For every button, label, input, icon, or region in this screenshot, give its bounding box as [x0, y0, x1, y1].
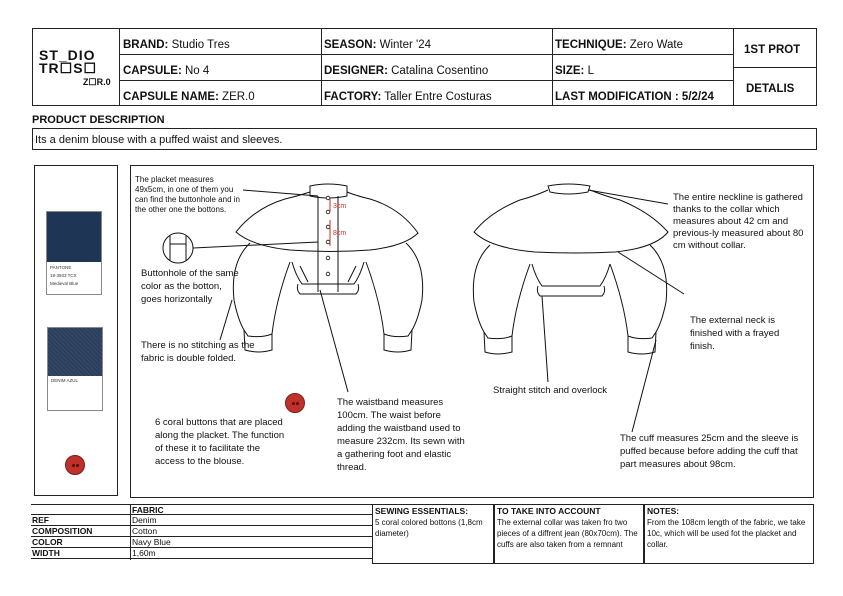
coral-button-icon — [285, 393, 305, 413]
pantone-code: 19-3933 TCX — [50, 273, 77, 278]
logo-line-2: TR☐S☐ — [39, 60, 98, 76]
back-right-sleeve — [610, 245, 667, 339]
prototype-label: 1ST PROT — [744, 44, 801, 56]
buttonhole-detail-circle — [163, 233, 193, 263]
fabric-row-composition: COMPOSITION Cotton — [31, 526, 372, 537]
pantone-brand: PANTONE — [50, 265, 72, 270]
back-waistband — [537, 286, 604, 296]
size-field: SIZE: L — [555, 65, 594, 77]
neckline-note: The entire neckline is gathered thanks to the collar which measures about 42 cm and previous-ly measured about 80 cm without collar. — [673, 192, 804, 251]
technique-field: TECHNIQUE: Zero Wate — [555, 39, 684, 51]
front-right-sleeve — [366, 243, 423, 337]
sewing-essentials-box — [372, 504, 494, 564]
take-into-account-box — [494, 504, 644, 564]
back-collar — [474, 190, 668, 253]
measurement-8cm: 8cm — [333, 230, 347, 237]
sewing-essentials-title: SEWING ESSENTIALS: — [375, 506, 469, 516]
fabric-table-header: FABRIC — [31, 504, 372, 515]
take-into-account-text: The external collar was taken fro two pieces of a diffrent jean (80x70cm). The cuffs are also taken from a remnant — [497, 518, 638, 549]
notes-box — [644, 504, 814, 564]
capsule-field: CAPSULE: No 4 — [123, 65, 210, 77]
pantone-name: Medieval Blue — [50, 281, 79, 286]
coral-buttons-note: 6 coral buttons that are placed along the placket. The function of these it to facilitate the access to the blouse. — [155, 417, 285, 467]
designer-field: DESIGNER: Catalina Cosentino — [324, 65, 489, 77]
straight-stitch-note: Straight stitch and overlock — [493, 385, 608, 396]
back-neck-band — [548, 184, 590, 194]
placket-note: The placket measures 49x5cm, in one of them you can find the buttonhole and in the other one the bottons. — [135, 175, 240, 214]
front-left-sleeve — [233, 243, 290, 337]
front-waistband — [297, 284, 358, 294]
notes-title: NOTES: — [647, 506, 680, 516]
capsule-name-field: CAPSULE NAME: ZER.0 — [123, 91, 255, 103]
divider — [130, 504, 131, 560]
back-right-cuff — [628, 332, 656, 354]
waistband-note: The waistband measures 100cm. The waist before adding the waistband used to measure 232cm. Its sewn with a gathering foot and elastic thread. — [337, 397, 465, 473]
back-left-sleeve — [473, 245, 530, 339]
back-left-cuff — [484, 332, 512, 354]
cuff-note: The cuff measures 25cm and the sleeve is puffed because before adding the cuff that part measures about 98cm. — [620, 433, 799, 470]
measurement-3cm: 3cm — [333, 203, 347, 210]
fabric-row-width: WIDTH 1,60m — [31, 548, 372, 559]
season-field: SEASON: Winter '24 — [324, 39, 432, 51]
brand-field: BRAND: Studio Tres — [123, 39, 230, 51]
sewing-essentials-text: 5 coral colored bottons (1,8cm diameter) — [375, 518, 483, 538]
product-description-title: PRODUCT DESCRIPTION — [32, 114, 165, 126]
logo-line-1: ST_DIO — [39, 47, 96, 63]
front-right-cuff — [384, 330, 412, 352]
product-description-text: Its a denim blouse with a puffed waist and sleeves. — [32, 128, 817, 150]
factory-field: FACTORY: Taller Entre Costuras — [324, 91, 492, 103]
details-label: DETALIS — [746, 83, 795, 95]
back-body — [532, 264, 610, 286]
external-neck-note: The external neck is finished with a frayed finish. — [690, 315, 780, 352]
fabric-row-ref: REF Denim — [31, 515, 372, 526]
denim-label: DENIM AZUL — [51, 378, 79, 383]
fabric-table — [31, 504, 372, 564]
no-stitching-note: There is no stitching as the fabric is double folded. — [141, 340, 255, 364]
buttonhole-note: Buttonhole of the same color as the botton, goes horizontally — [141, 268, 239, 305]
fabric-row-color: COLOR Navy Blue — [31, 537, 372, 548]
notes-text: From the 108cm length of the fabric, we take 10c, which will be used fot the placket and collar. — [647, 518, 806, 549]
logo-line-3: Z☐R.0 — [83, 77, 111, 87]
last-modification-field: LAST MODIFICATION : 5/2/24 — [555, 91, 714, 103]
take-into-account-title: TO TAKE INTO ACCOUNT — [497, 506, 601, 516]
